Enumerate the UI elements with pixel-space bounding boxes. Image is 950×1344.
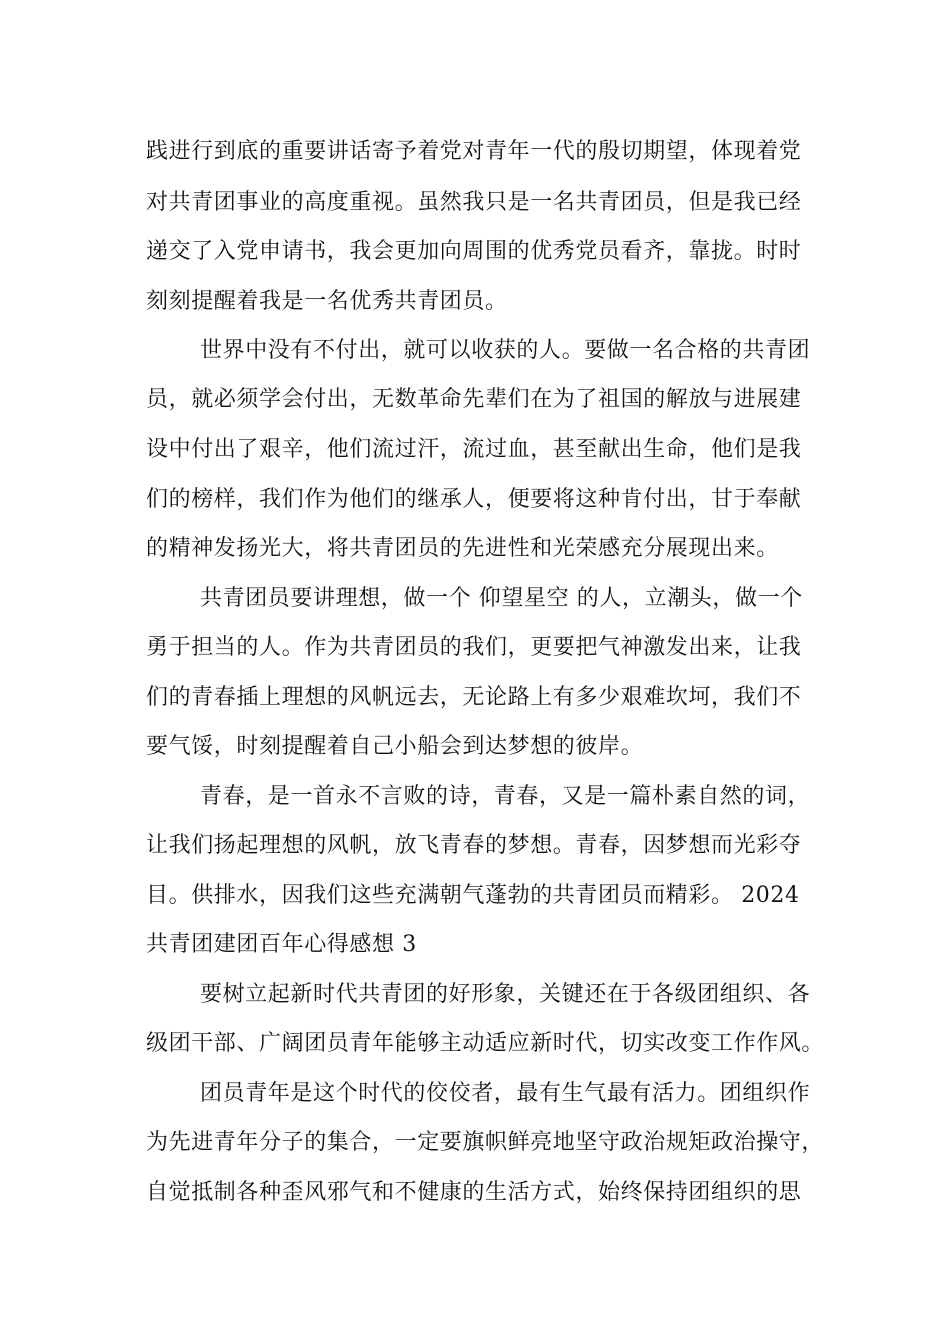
- text-line: 践进行到底的重要讲话寄予着党对青年一代的殷切期望，体现着党: [146, 139, 802, 164]
- text-line: 让我们扬起理想的风帆，放飞青春的梦想。青春，因梦想而光彩夺: [146, 833, 802, 858]
- text-line: 员，就必须学会付出，无数革命先辈们在为了祖国的解放与进展建: [146, 387, 802, 412]
- text-line: 自觉抵制各种歪风邪气和不健康的生活方式，始终保持团组织的思: [146, 1180, 802, 1205]
- paragraph-first-line: 世界中没有不付出，就可以收获的人。要做一名合格的共青团: [200, 338, 811, 363]
- text-line: 要气馁，时刻提醒着自己小船会到达梦想的彼岸。: [146, 734, 644, 759]
- text-line: 为先进青年分子的集合，一定要旗帜鲜亮地坚守政治规矩政治操守，: [146, 1130, 825, 1155]
- text-line: 对共青团事业的高度重视。虽然我只是一名共青团员，但是我已经: [146, 190, 802, 215]
- text-line: 递交了入党申请书，我会更加向周围的优秀党员看齐，靠拢。时时: [146, 239, 802, 264]
- paragraph-first-line: 团员青年是这个时代的佼佼者，最有生气最有活力。团组织作: [200, 1081, 811, 1106]
- text-line: 级团干部、广阔团员青年能够主动适应新时代，切实改变工作作风。: [146, 1031, 825, 1056]
- paragraph-first-line: 青春，是一首永不言败的诗，青春，又是一篇朴素自然的词，: [200, 784, 811, 809]
- text-line: 们的榜样，我们作为他们的继承人，便要将这种肯付出，甘于奉献: [146, 487, 802, 512]
- text-line: 们的青春插上理想的风帆远去，无论路上有多少艰难坎坷，我们不: [146, 685, 802, 710]
- text-line: 勇于担当的人。作为共青团员的我们，更要把气神激发出来，让我: [146, 635, 802, 660]
- paragraph-first-line: 共青团员要讲理想，做一个 仰望星空 的人，立潮头，做一个: [200, 586, 803, 611]
- text-line: 刻刻提醒着我是一名优秀共青团员。: [146, 289, 508, 314]
- paragraph-first-line: 要树立起新时代共青团的好形象，关键还在于各级团组织、各: [200, 982, 811, 1007]
- text-line: 设中付出了艰辛，他们流过汗，流过血，甚至献出生命，他们是我: [146, 437, 802, 462]
- text-line: 目。供排水，因我们这些充满朝气蓬勃的共青团员而精彩。 2024: [146, 883, 800, 908]
- section-heading: 共青团建团百年心得感想 3: [146, 932, 417, 957]
- text-line: 的精神发扬光大，将共青团员的先进性和光荣感充分展现出来。: [146, 536, 779, 561]
